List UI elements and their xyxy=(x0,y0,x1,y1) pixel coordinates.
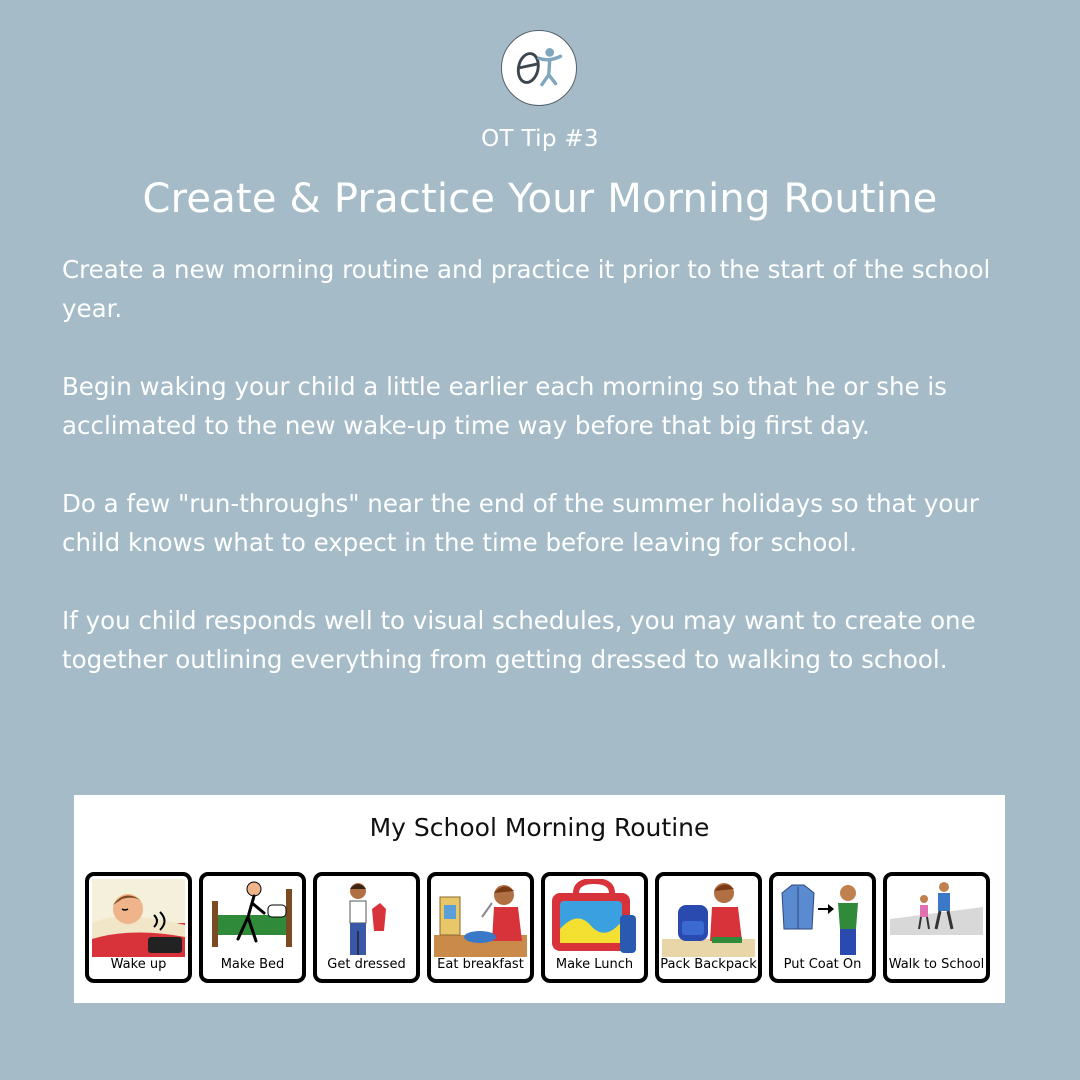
step-label: Get dressed xyxy=(327,957,406,972)
walk-to-school-icon xyxy=(890,879,983,935)
make-bed-icon xyxy=(206,879,299,957)
routine-title: My School Morning Routine xyxy=(369,813,710,842)
step-label: Make Bed xyxy=(220,957,285,972)
step-eat-breakfast xyxy=(427,872,534,983)
ot-logo xyxy=(501,30,577,106)
step-label: Wake up xyxy=(110,957,167,972)
get-dressed-icon xyxy=(320,879,413,957)
wake-up-icon xyxy=(92,879,185,957)
step-make-lunch xyxy=(541,872,648,983)
paragraph: Create a new morning routine and practice it prior to the start of the school year. xyxy=(62,255,991,323)
coat-icon xyxy=(776,879,869,957)
paragraph: Begin waking your child a little earlier each morning so that he or she is acclimated to the new wake-up time way before that big first day. xyxy=(62,372,947,440)
step-make-bed xyxy=(199,872,306,983)
eat-breakfast-icon xyxy=(434,879,527,957)
page-title: Create & Practice Your Morning Routine xyxy=(142,176,938,222)
step-wake-up xyxy=(85,872,192,983)
body-text xyxy=(62,250,1022,718)
step-walk-to-school xyxy=(883,872,990,983)
routine-steps xyxy=(85,872,990,983)
routine-card xyxy=(74,795,1005,1003)
step-label: Put Coat On xyxy=(783,957,862,972)
step-put-coat-on xyxy=(769,872,876,983)
step-label: Pack Backpack xyxy=(660,957,757,972)
backpack-icon xyxy=(662,879,755,957)
step-get-dressed xyxy=(313,872,420,983)
step-pack-backpack xyxy=(655,872,762,983)
paragraph: Do a few "run-throughs" near the end of the summer holidays so that your child knows what to expect in the time before leaving for school. xyxy=(62,489,979,557)
lunchbox-icon xyxy=(548,879,641,957)
step-label: Walk to School xyxy=(888,957,985,972)
step-label: Make Lunch xyxy=(555,957,634,972)
tip-label: OT Tip #3 xyxy=(481,126,599,152)
step-label: Eat breakfast xyxy=(437,957,524,972)
paragraph: If you child responds well to visual schedules, you may want to create one together outlining everything from getting dressed to walking to school. xyxy=(62,606,976,674)
